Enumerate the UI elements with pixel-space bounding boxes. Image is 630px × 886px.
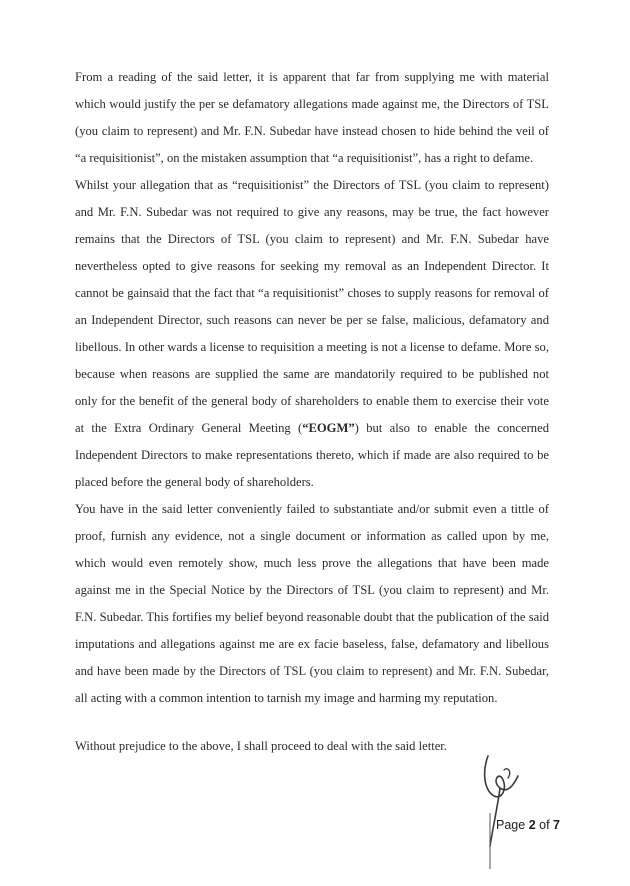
page-current: 2 bbox=[528, 818, 536, 832]
paragraph-3 bbox=[75, 496, 549, 712]
paragraph-text: You have in the said letter conveniently failed to substantiate and/or submit even a tittle of proof, furnish any evidence, not a single document or information as called upon by me, which would even remotely show, much less prove the allegations that have been made against me in the Special Notice by the Directors of TSL (you claim to represent) and Mr. F.N. Subedar. This fortifies my belief beyond reasonable doubt that the publication of the said imputations and allegations against me are ex facie baseless, false, defamatory and libellous and have been made by the Directors of TSL (you claim to represent) and Mr. F.N. Subedar, all acting with a common intention to tarnish my image and harming my reputation. bbox=[75, 502, 549, 705]
paragraph-1 bbox=[75, 64, 549, 172]
page-word: Page bbox=[496, 818, 526, 832]
signature-initials bbox=[478, 742, 522, 852]
paragraph-text: ) but also to enable the concerned Independent Directors to make representations thereto, which if made are also required to be placed before the general body of shareholders. bbox=[75, 421, 549, 489]
paragraph-text: From a reading of the said letter, it is apparent that far from supplying me with material which would justify the per se defamatory allegations made against me, the Directors of TSL (you claim to represent) and Mr. F.N. Subedar have instead chosen to hide behind the veil of “a requisitionist”, on the mistaken assumption that “a requisitionist”, has a right to defame. bbox=[75, 70, 549, 165]
page-total: 7 bbox=[553, 818, 560, 832]
paragraph-text: Without prejudice to the above, I shall proceed to deal with the said letter. bbox=[75, 739, 447, 753]
paragraph-2 bbox=[75, 172, 549, 496]
of-word: of bbox=[539, 818, 550, 832]
page-number bbox=[496, 818, 560, 832]
paragraph-text: Whilst your allegation that as “requisitionist” the Directors of TSL (you claim to represent) and Mr. F.N. Subedar was not required to give any reasons, may be true, the fact however remains that the Directors of TSL (you claim to represent) and Mr. F.N. Subedar have nevertheless opted to give reasons for seeking my removal as an Independent Director. It cannot be gainsaid that the fact that “a requisitionist” choses to supply reasons for removal of an Independent Director, such reasons can never be per se false, malicious, defamatory and libellous. In other wards a license to requisition a meeting is not a license to defame. More so, because when reasons are supplied the same are mandatorily required to be published not only for the benefit of the general body of shareholders to enable them to exercise their vote at the Extra Ordinary General Meeting ( bbox=[75, 178, 549, 435]
footer-divider bbox=[489, 813, 491, 869]
bold-term: “EOGM” bbox=[302, 421, 355, 435]
